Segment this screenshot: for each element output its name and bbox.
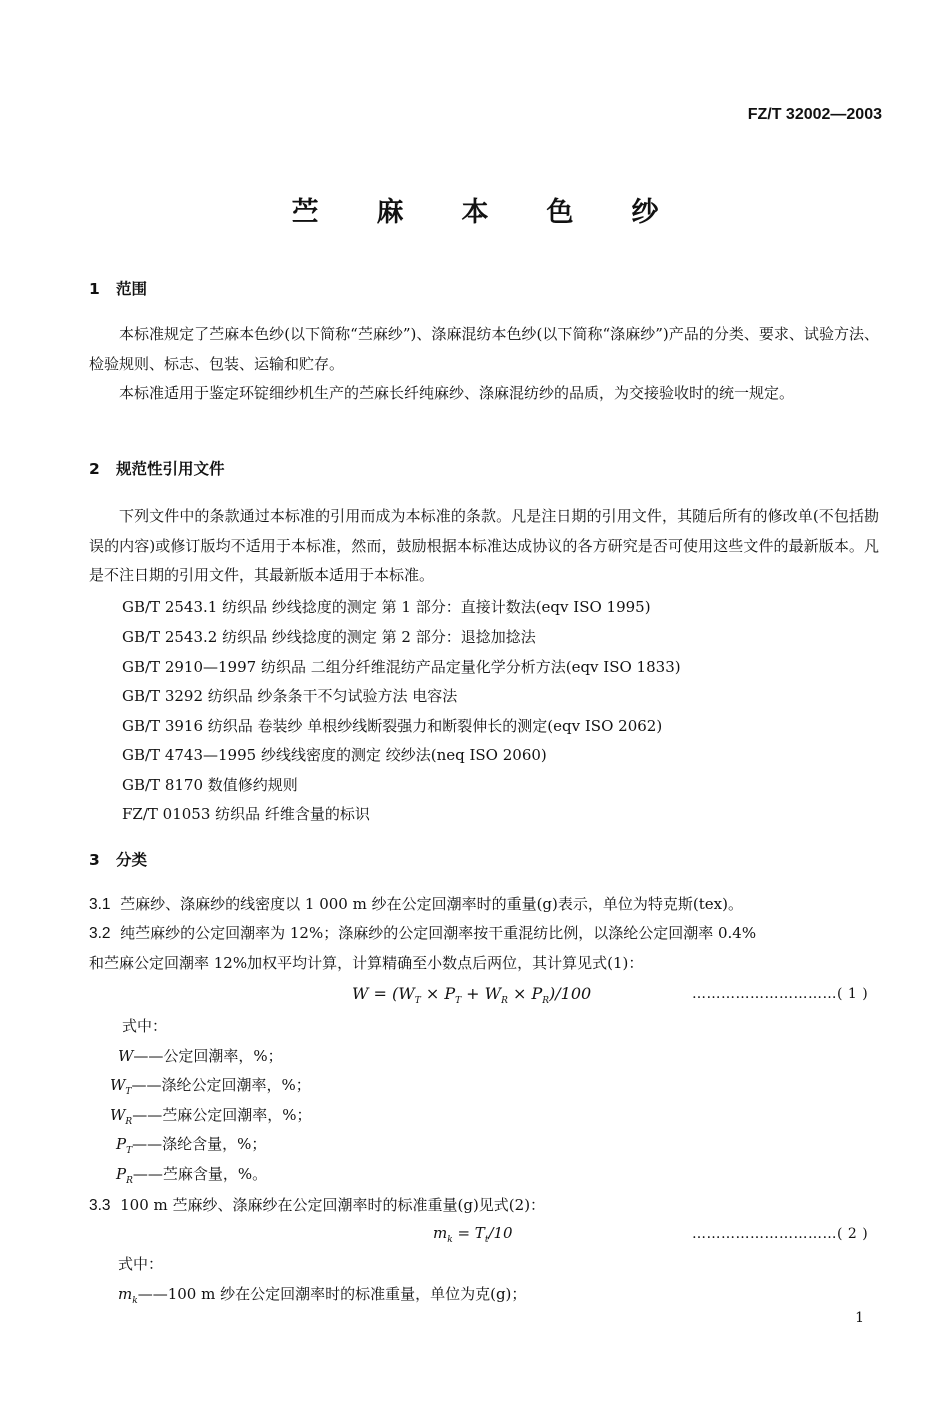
formula-2: $m_k = T_t/10$ xyxy=(433,1224,513,1245)
clause-3-1 xyxy=(89,893,743,914)
section-2-para-1: 下列文件中的条款通过本标准的引用而成为本标准的条款。凡是注日期的引用文件，其随后所有的修改单(不包括勘误的内容)或修订版均不适用于本标准，然而，鼓励根据本标准达成协议的各方研究是否可使用这些文件的最新版本。凡是不注日期的引用文件，其最新版本适用于本标准。 xyxy=(89,507,879,584)
clause-3-3-number: 3.3 xyxy=(89,1197,111,1214)
formula-2-label: ( 2 ) xyxy=(837,1226,869,1242)
clause-3-2-line-2: 和苎麻公定回潮率 12%加权平均计算，计算精确至小数点后两位，其计算见式(1)： xyxy=(89,954,644,972)
section-2-number: 2 xyxy=(89,460,100,478)
reference-item: GB/T 2543.1 纺织品 纱线捻度的测定 第 1 部分：直接计数法(eqv ISO 1995) xyxy=(122,598,651,616)
formula-1-label: ( 1 ) xyxy=(837,986,869,1002)
section-1-para-2: 本标准适用于鉴定环锭细纱机生产的苎麻长纤纯麻纱、涤麻混纺纱的品质，为交接验收时的统一规定。 xyxy=(119,384,795,402)
definition-PR: $P_R——$苎麻含量，%。 xyxy=(116,1165,268,1186)
section-1-para-1: 本标准规定了苎麻本色纱(以下简称“苎麻纱”)、涤麻混纺本色纱(以下简称“涤麻纱”)产品的分类、要求、试验方法、检验规则、标志、包装、运输和贮存。 xyxy=(89,325,879,373)
formula-2-leader: …………………………( 2 ) xyxy=(692,1226,869,1242)
clause-3-2 xyxy=(89,922,756,943)
section-1-heading xyxy=(89,277,147,299)
section-2-title: 规范性引用文件 xyxy=(116,460,225,478)
definition-mk: $m_k——100$ m 纱在公定回潮率时的标准重量，单位为克(g)； xyxy=(118,1285,527,1306)
section-3-title: 分类 xyxy=(116,851,148,869)
clause-3-2-number: 3.2 xyxy=(89,925,111,942)
clause-3-1-number: 3.1 xyxy=(89,896,111,913)
formula-1-leader: …………………………( 1 ) xyxy=(692,986,869,1002)
clause-3-2-line-1: 纯苎麻纱的公定回潮率为 12%；涤麻纱的公定回潮率按干重混纺比例，以涤纶公定回潮率 0.4% xyxy=(120,924,757,942)
reference-item: GB/T 2543.2 纺织品 纱线捻度的测定 第 2 部分：退捻加捻法 xyxy=(122,628,536,646)
document-title: 苎麻本色纱 xyxy=(291,197,717,228)
standard-number: FZ/T 32002—2003 xyxy=(747,106,882,123)
clause-3-1-text: 苎麻纱、涤麻纱的线密度以 1 000 m 纱在公定回潮率时的重量(g)表示，单位为特克斯(tex)。 xyxy=(120,895,743,913)
clause-3-3 xyxy=(89,1194,545,1215)
where-label-2: 式中： xyxy=(118,1255,164,1273)
definition-WT: $W_T——$涤纶公定回潮率，%； xyxy=(110,1076,311,1097)
reference-item: GB/T 8170 数值修约规则 xyxy=(122,776,298,794)
section-3-heading xyxy=(89,848,147,870)
where-label: 式中： xyxy=(122,1017,168,1035)
clause-3-3-text: 100 m 苎麻纱、涤麻纱在公定回潮率时的标准重量(g)见式(2)： xyxy=(120,1196,546,1214)
section-2-heading xyxy=(89,457,225,479)
definition-W: W——公定回潮率，%； xyxy=(118,1047,283,1065)
section-1-title: 范围 xyxy=(116,280,148,298)
definition-PT: $P_T——$涤纶含量，%； xyxy=(116,1135,267,1156)
definition-WR: $W_R——$苎麻公定回潮率，%； xyxy=(110,1106,312,1127)
section-3-number: 3 xyxy=(89,851,100,869)
section-1-number: 1 xyxy=(89,280,100,298)
reference-item: GB/T 3292 纺织品 纱条条干不匀试验方法 电容法 xyxy=(122,687,458,705)
reference-item: FZ/T 01053 纺织品 纤维含量的标识 xyxy=(122,805,370,823)
reference-item: GB/T 3916 纺织品 卷装纱 单根纱线断裂强力和断裂伸长的测定(eqv ISO 2062) xyxy=(122,717,663,735)
page-number: 1 xyxy=(855,1310,864,1326)
reference-item: GB/T 4743—1995 纱线线密度的测定 绞纱法(neq ISO 2060) xyxy=(122,746,547,764)
reference-item: GB/T 2910—1997 纺织品 二组分纤维混纺产品定量化学分析方法(eqv ISO 1833) xyxy=(122,658,681,676)
formula-1: $W = (W_T \times P_T + W_R \times P_R)/100$ xyxy=(352,984,592,1007)
